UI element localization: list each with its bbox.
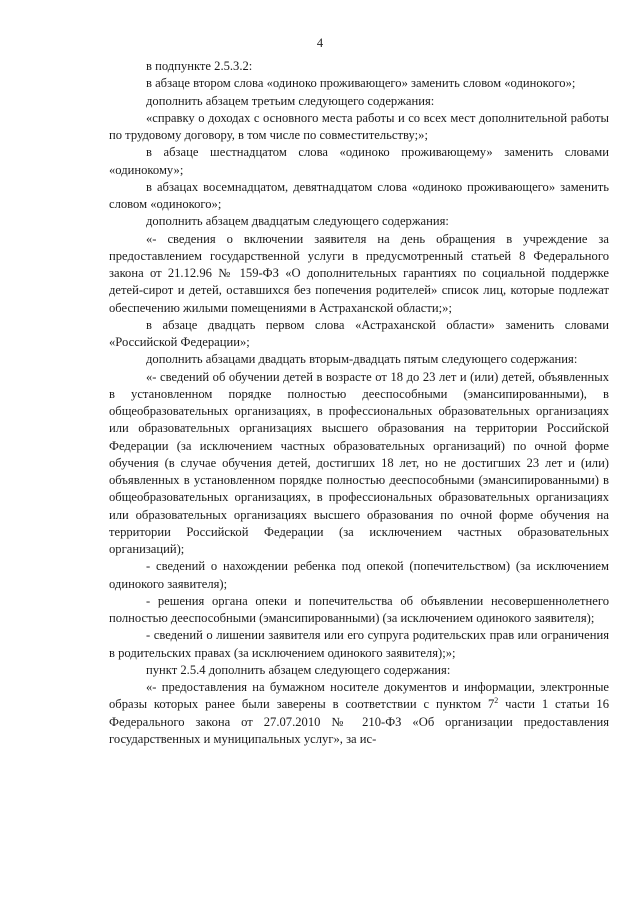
paragraph: в абзаце втором слова «одиноко проживающего» заменить словом «одинокого»; <box>146 76 576 91</box>
paragraph: - сведений о нахождении ребенка под опекой (попечительством) (за исключением одинокого заявителя); <box>109 559 609 591</box>
paragraph: «- сведения о включении заявителя на день обращения в учреждение за предоставлением государственной услуги в предусмотренный статьей 8 Федерального закона от 21.12.96 № 159-ФЗ «О дополнительных гарантиях по социальной поддержке детей-сирот и детей, оставшихся без попечения родителей» список лиц, которые подлежат обеспечению жилыми помещениями в Астраханской области;»; <box>109 231 609 315</box>
paragraph: дополнить абзацем третьим следующего содержания: <box>146 93 435 108</box>
superscript: 2 <box>494 696 499 706</box>
paragraph: «справку о доходах с основного места работы и со всех мест дополнительной работы по трудовому договору, в том числе по совместительству;»; <box>109 110 609 142</box>
paragraph: дополнить абзацами двадцать вторым-двадцать пятым следующего содержания: <box>146 352 578 367</box>
paragraph-text: части 1 статьи 16 Федерального закона от 27.07.2010 № 210-ФЗ «Об организации предоставления государственных и муниципальных услуг», за ис- <box>109 697 610 746</box>
paragraph: в абзаце двадцать первом слова «Астраханской области» заменить словами «Российской Федерации»; <box>109 317 609 349</box>
document-body <box>109 58 609 748</box>
paragraph: - решения органа опеки и попечительства об объявлении несовершеннолетнего полностью дееспособными (эмансипированными) (за исключением одинокого заявителя); <box>109 593 609 625</box>
paragraph: «- сведений об обучении детей в возрасте от 18 до 23 лет и (или) детей, объявленных в установленном порядке полностью дееспособными (эмансипированными), в общеобразовательных организациях, в профессиональных образовательных организациях или образовательных организациях высшего образования на территории Российской Федерации (за исключением частных образовательных организаций) по очной форме обучения (в случае обучения детей, достигших 18 лет, но не достигших 23 лет и (или) объявленных в установленном порядке полностью дееспособными (эмансипированными) в общеобразовательных организациях, в профессиональных образовательных организациях или образовательных организациях высшего образования по очной форме обучения на территории Российской Федерации (за исключением частных образовательных организаций); <box>109 369 609 556</box>
paragraph-last <box>109 679 609 748</box>
paragraph-text: «- предоставления на бумажном носителе документов и информации, электронные образы которых ранее были заверены в соответствии с пунктом 7 <box>109 680 609 712</box>
paragraph: дополнить абзацем двадцатым следующего содержания: <box>146 214 449 229</box>
paragraph: в абзаце шестнадцатом слова «одиноко проживающему» заменить словами «одинокому»; <box>109 145 609 177</box>
paragraph: в абзацах восемнадцатом, девятнадцатом слова «одиноко проживающего» заменить словом «одинокого»; <box>109 179 609 211</box>
paragraph: пункт 2.5.4 дополнить абзацем следующего содержания: <box>146 662 451 677</box>
page-number: 4 <box>316 36 324 50</box>
paragraph: - сведений о лишении заявителя или его супруга родительских прав или ограничения в родительских правах (за исключением одинокого заявителя);»; <box>109 628 609 660</box>
paragraph: в подпункте 2.5.3.2: <box>146 59 253 73</box>
